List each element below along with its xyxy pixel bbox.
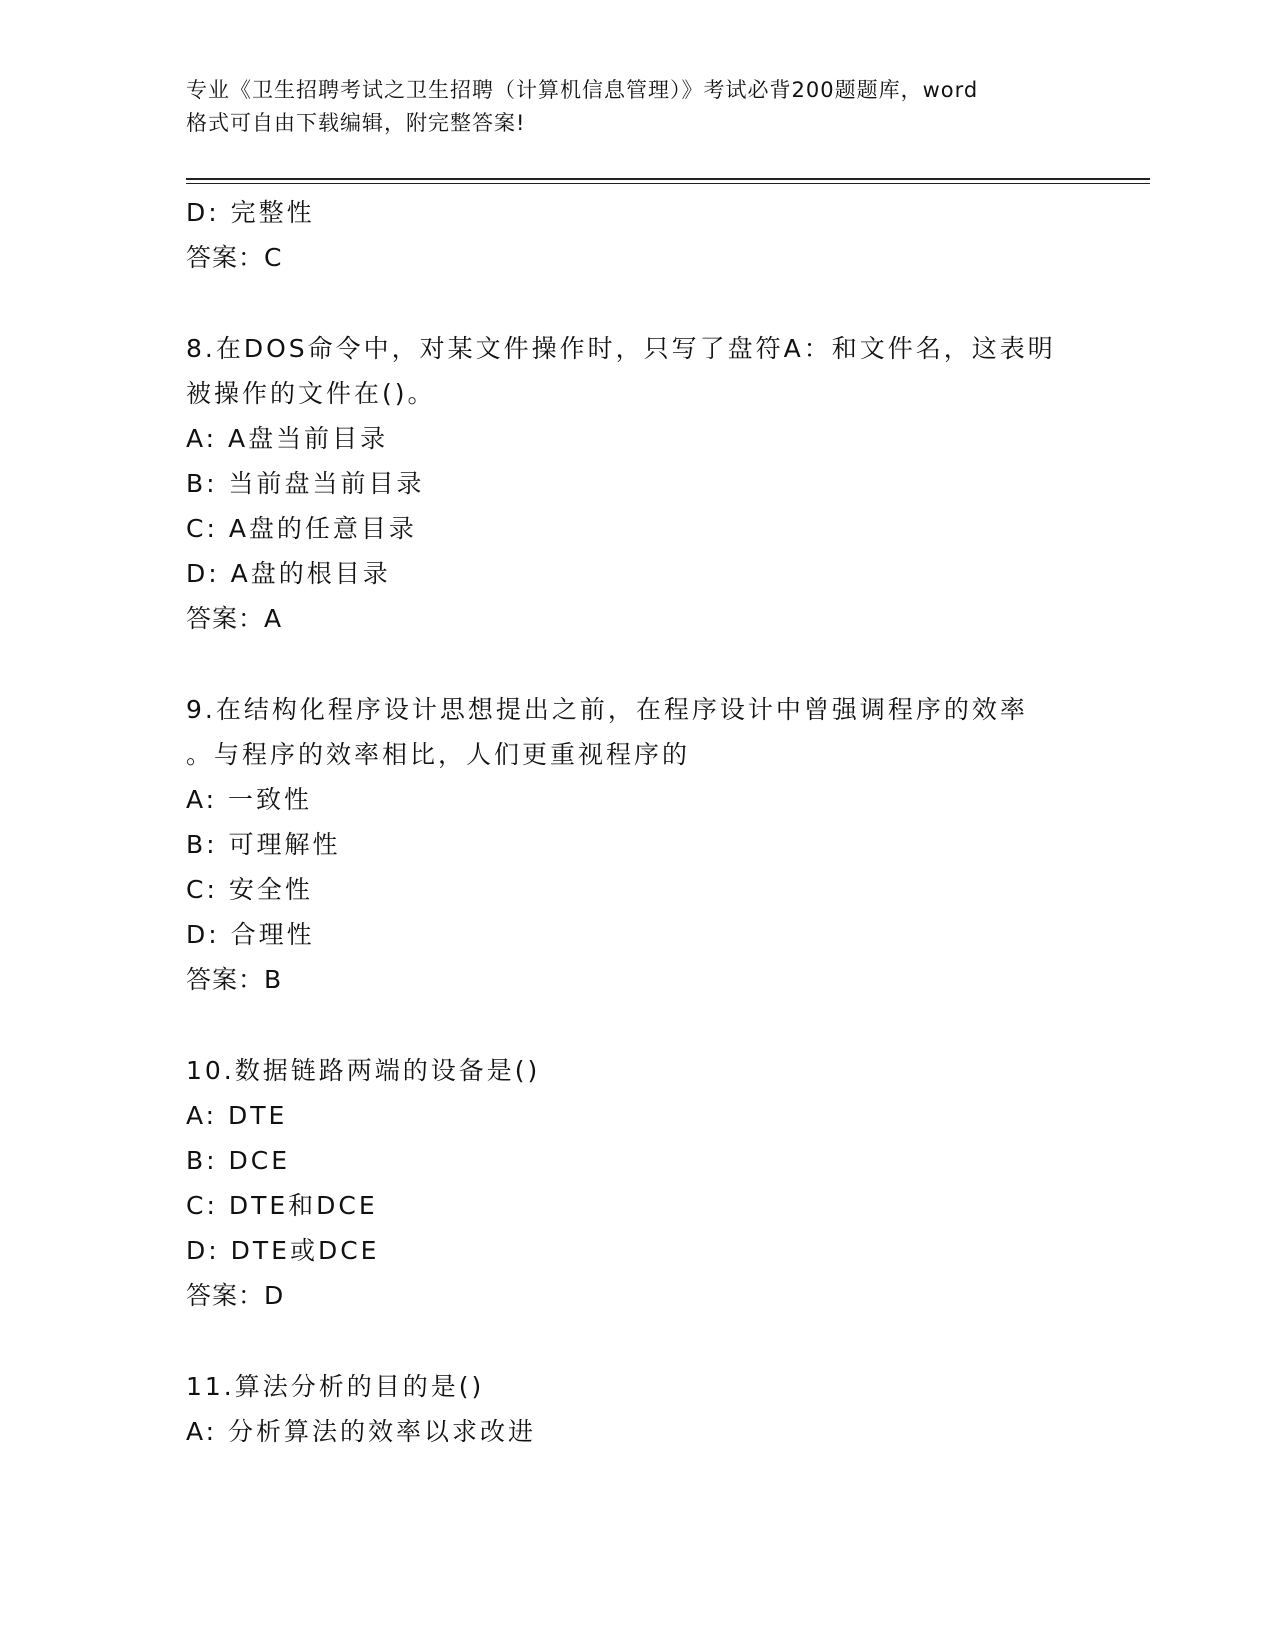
option-d: D: A盘的根目录 xyxy=(186,559,391,588)
question-stem: 9.在结构化程序设计思想提出之前，在程序设计中曾强调程序的效率 xyxy=(186,695,1028,724)
option-a: A: A盘当前目录 xyxy=(186,424,389,453)
option-d: D: DTE或DCE xyxy=(186,1236,380,1265)
question-9 xyxy=(186,687,1116,1002)
question-stem: 8.在DOS命令中，对某文件操作时，只写了盘符A：和文件名，这表明 xyxy=(186,334,1056,363)
answer: 答案：C xyxy=(186,243,283,272)
header-line-2: 格式可自由下载编辑，附完整答案! xyxy=(186,111,526,135)
header-rule-thin xyxy=(186,183,1150,184)
question-10 xyxy=(186,1048,1116,1318)
header-rule-thick xyxy=(186,178,1150,180)
option-a: A: DTE xyxy=(186,1101,288,1130)
option-c: C: 安全性 xyxy=(186,875,313,904)
question-stem-continued: 被操作的文件在()。 xyxy=(186,379,436,408)
question-8 xyxy=(186,326,1116,641)
option-a: A: 一致性 xyxy=(186,785,313,814)
option-c: C: DTE和DCE xyxy=(186,1191,378,1220)
option-a: A: 分析算法的效率以求改进 xyxy=(186,1417,537,1446)
answer: 答案：B xyxy=(186,965,283,994)
option-d: D: 合理性 xyxy=(186,920,315,949)
answer: 答案：D xyxy=(186,1281,285,1310)
question-stem: 10.数据链路两端的设备是() xyxy=(186,1056,541,1085)
question-stem: 11.算法分析的目的是() xyxy=(186,1372,485,1401)
document-body xyxy=(186,190,1116,1454)
option-b: B: DCE xyxy=(186,1146,291,1175)
document-header xyxy=(186,74,1086,140)
option-b: B: 可理解性 xyxy=(186,830,341,859)
option-d: D: 完整性 xyxy=(186,198,315,227)
question-stem-continued: 。与程序的效率相比，人们更重视程序的 xyxy=(186,740,691,769)
question-11 xyxy=(186,1364,1116,1454)
option-c: C: A盘的任意目录 xyxy=(186,514,417,543)
option-b: B: 当前盘当前目录 xyxy=(186,469,425,498)
answer: 答案：A xyxy=(186,604,283,633)
header-line-1: 专业《卫生招聘考试之卫生招聘（计算机信息管理）》考试必背200题题库，word xyxy=(186,78,979,102)
